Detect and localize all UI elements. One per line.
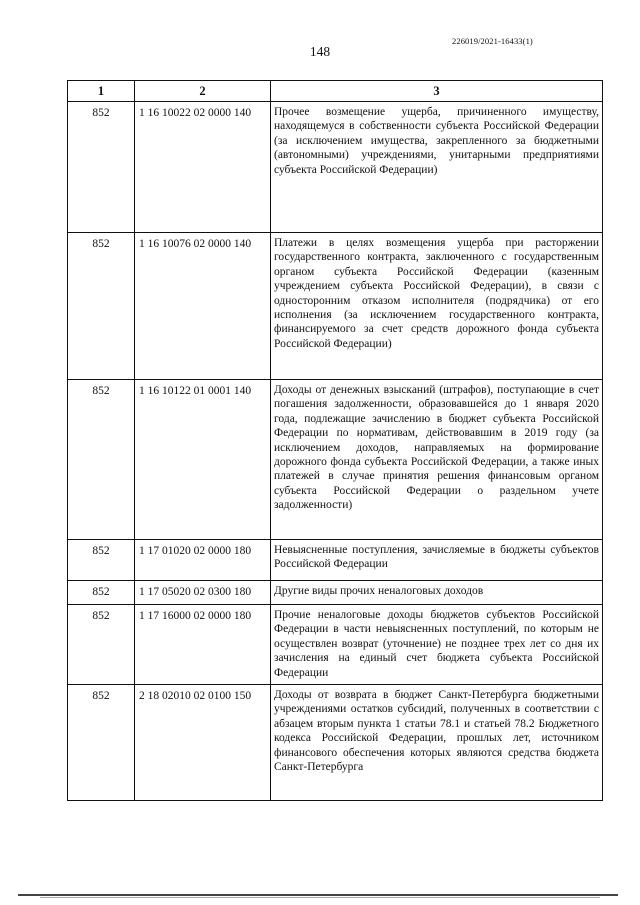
budget-classification-code-cell: 1 16 10076 02 0000 140 bbox=[135, 233, 271, 380]
budget-classification-code-cell: 1 16 10122 01 0001 140 bbox=[135, 380, 271, 540]
table-row bbox=[68, 233, 603, 380]
table-row bbox=[68, 605, 603, 685]
budget-classification-code-cell: 1 16 10022 02 0000 140 bbox=[135, 102, 271, 233]
revenue-name-cell: Доходы от возврата в бюджет Санкт-Петербурга бюджетными учреждениями остатков субсидий, полученных в соответствии с абзацем вторым пункта 1 статьи 78.1 и статьей 78.2 Бюджетного кодекса Российской Федерации, прошлых лет, источником финансового обеспечения которых являются средства бюджета Санкт-Петербурга bbox=[271, 685, 603, 801]
table-row bbox=[68, 102, 603, 233]
admin-code-cell: 852 bbox=[68, 380, 135, 540]
revenue-name-cell: Невыясненные поступления, зачисляемые в бюджеты субъектов Российской Федерации bbox=[271, 540, 603, 581]
column-header-3: 3 bbox=[271, 81, 603, 102]
admin-code-cell: 852 bbox=[68, 233, 135, 380]
revenue-name-cell: Прочие неналоговые доходы бюджетов субъектов Российской Федерации в части невыясненных поступлений, по которым не осуществлен возврат (уточнение) не позднее трех лет со дня их зачисления на единый счет бюджета субъекта Российской Федерации bbox=[271, 605, 603, 685]
document-registration-number: 226019/2021-16433(1) bbox=[452, 36, 533, 46]
budget-classification-code-cell: 1 17 16000 02 0000 180 bbox=[135, 605, 271, 685]
column-header-1: 1 bbox=[68, 81, 135, 102]
table-row bbox=[68, 540, 603, 581]
budget-classification-code-cell: 2 18 02010 02 0100 150 bbox=[135, 685, 271, 801]
revenue-name-cell: Доходы от денежных взысканий (штрафов), поступающие в счет погашения задолженности, образовавшейся до 1 января 2020 года, подлежащие зачислению в бюджет субъекта Российской Федерации по нормативам, действовавшим в 2019 году (за исключением доходов, направляемых на формирование дорожного фонда субъекта Российской Федерации, а также иных платежей в случае принятия решения финансовым органом субъекта Российской Федерации о раздельном учете задолженности) bbox=[271, 380, 603, 540]
table-header-row bbox=[68, 81, 603, 102]
admin-code-cell: 852 bbox=[68, 685, 135, 801]
scan-edge-line-faint bbox=[40, 897, 600, 898]
budget-classification-code-cell: 1 17 01020 02 0000 180 bbox=[135, 540, 271, 581]
table-row bbox=[68, 581, 603, 605]
budget-classification-code-cell: 1 17 05020 02 0300 180 bbox=[135, 581, 271, 605]
column-header-2: 2 bbox=[135, 81, 271, 102]
admin-code-cell: 852 bbox=[68, 102, 135, 233]
table-row bbox=[68, 380, 603, 540]
admin-code-cell: 852 bbox=[68, 540, 135, 581]
revenue-name-cell: Прочее возмещение ущерба, причиненного имуществу, находящемуся в собственности субъекта Российской Федерации (за исключением имущества, закрепленного за бюджетными (автономными) учреждениями, унитарными предприятиями субъекта Российской Федерации) bbox=[271, 102, 603, 233]
revenue-name-cell: Платежи в целях возмещения ущерба при расторжении государственного контракта, заключенного с государственным органом субъекта Российской Федерации (казенным учреждением субъекта Российской Федерации), в связи с односторонним отказом исполнителя (подрядчика) от его исполнения (за исключением государственного контракта, финансируемого за счет средств дорожного фонда субъекта Российской Федерации) bbox=[271, 233, 603, 380]
admin-code-cell: 852 bbox=[68, 605, 135, 685]
page-number: 148 bbox=[309, 44, 331, 59]
scan-edge-line bbox=[18, 894, 618, 896]
table-row bbox=[68, 685, 603, 801]
revenue-codes-table bbox=[67, 80, 603, 801]
admin-code-cell: 852 bbox=[68, 581, 135, 605]
revenue-name-cell: Другие виды прочих неналоговых доходов bbox=[271, 581, 603, 605]
